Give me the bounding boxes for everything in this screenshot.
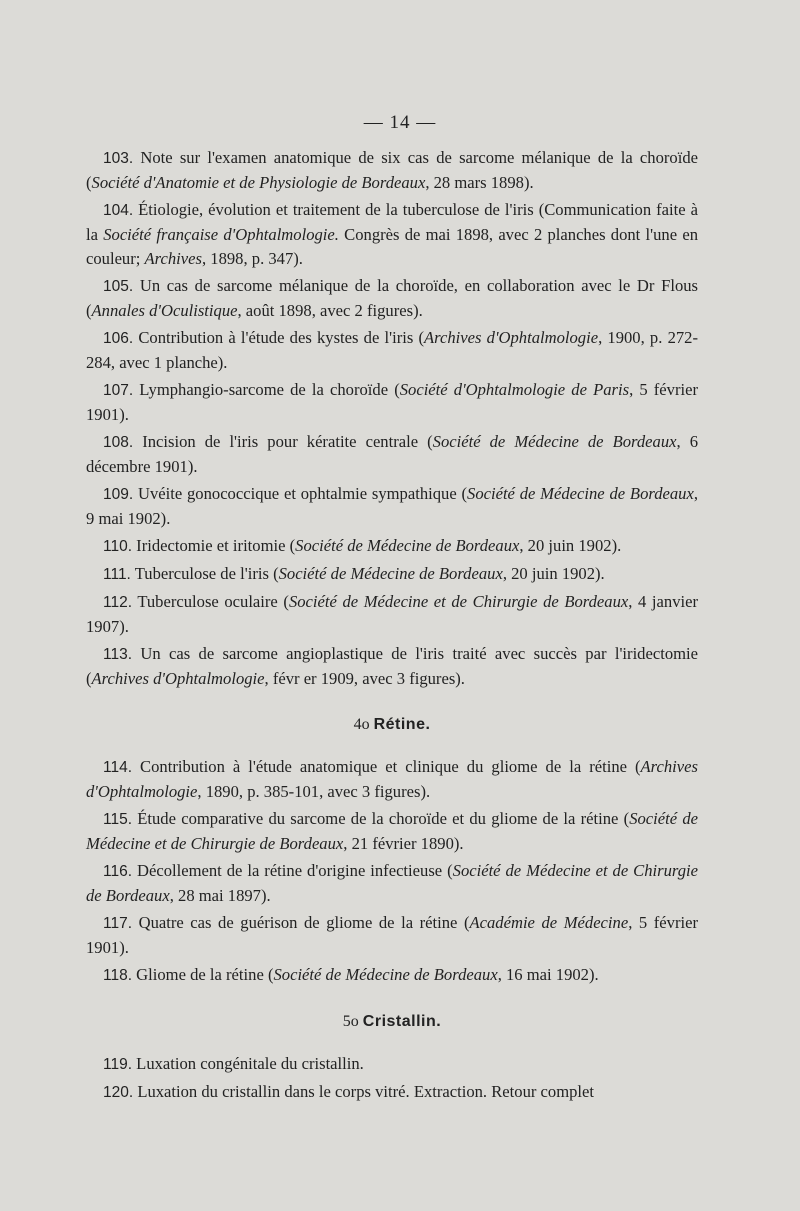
entry-text: Incision de l'iris pour kératite centrale ( — [133, 432, 433, 451]
entry-text: Luxation du cristallin dans le corps vitré. Extraction. Retour complet — [133, 1082, 594, 1101]
entry-text: , 9 mai 1902). — [86, 484, 698, 528]
entry-text: Étude comparative du sarcome de la choroïde et du gliome de la rétine ( — [132, 809, 630, 828]
entry-text: Tuberculose de l'iris ( — [130, 564, 279, 583]
entry-source: Société de Médecine et de Chirurgie de Bordeaux — [86, 809, 698, 853]
entry-text: Lymphangio-sarcome de la choroïde ( — [133, 380, 400, 399]
entry-text: , 6 décembre 1901). — [86, 432, 698, 476]
entries-group-c — [86, 1052, 698, 1105]
entry-text: Congrès de mai 1898, avec 2 planches dont l'une en couleur; — [86, 225, 698, 268]
bibliography-entry — [86, 326, 698, 375]
entries-group-a — [86, 146, 698, 691]
entry-source: Société française d'Ophtalmologie. — [103, 225, 339, 244]
entry-source: Société de Médecine de Bordeaux — [295, 536, 520, 555]
entries-group-b — [86, 755, 698, 988]
entry-text: , 16 mai 1902). — [497, 965, 599, 984]
entry-source: Archives d'Ophtalmologie — [424, 328, 599, 347]
page-number: — 14 — — [363, 112, 437, 133]
entry-number: 109. — [103, 486, 134, 503]
entry-number: 115. — [103, 811, 133, 828]
entry-number: 117. — [103, 915, 133, 932]
entry-number: 103. — [103, 150, 134, 167]
entry-text: Tuberculose oculaire ( — [132, 592, 289, 611]
entry-number: 106. — [103, 330, 134, 347]
entry-number: 116. — [103, 863, 133, 880]
entry-source: Société de Médecine de Bordeaux — [467, 484, 694, 503]
entry-text: , 5 février 1901). — [86, 913, 698, 957]
entry-source: Académie de Médecine — [469, 913, 629, 932]
section-number: 5o — [342, 1013, 359, 1030]
entry-text: Quatre cas de guérison de gliome de la rétine ( — [132, 913, 470, 932]
entry-number: 119. — [103, 1056, 133, 1073]
entry-number: 112. — [103, 594, 133, 611]
bibliography-entry — [86, 1052, 698, 1077]
entry-text: Contribution à l'étude anatomique et clinique du gliome de la rétine ( — [132, 757, 641, 776]
entry-source: Société d'Anatomie et de Physiologie de Bordeaux — [91, 173, 426, 192]
entry-text: , 1900, p. 272-284, avec 1 planche). — [86, 328, 698, 372]
entry-number: 107. — [103, 382, 134, 399]
bibliography-entry — [86, 378, 698, 427]
entry-text: Iridectomie et iritomie ( — [132, 536, 296, 555]
entry-text: , 21 février 1890). — [343, 834, 464, 853]
bibliography-entry — [86, 1080, 698, 1105]
entry-text: Décollement de la rétine d'origine infectieuse ( — [132, 861, 453, 880]
bibliography-entry — [86, 755, 698, 804]
entry-number: 105. — [103, 278, 134, 295]
entry-text: Gliome de la rétine ( — [132, 965, 274, 984]
entry-source: Société de Médecine de Bordeaux — [273, 965, 498, 984]
entry-number: 110. — [103, 538, 133, 555]
entry-number: 108. — [103, 434, 134, 451]
entry-text: , 28 mai 1897). — [169, 886, 271, 905]
entry-number: 114. — [103, 759, 133, 776]
entry-number: 118. — [103, 967, 133, 984]
entry-text: Uvéite gonococcique et ophtalmie sympathique ( — [133, 484, 468, 503]
section-title: Cristallin. — [362, 1013, 442, 1030]
entry-number: 113. — [103, 646, 133, 663]
bibliography-entry — [86, 963, 698, 988]
entry-text: Luxation congénitale du cristallin. — [132, 1054, 364, 1073]
section-number: 4o — [353, 716, 370, 733]
entry-text: , févr er 1909, avec 3 figures). — [264, 669, 465, 688]
bibliography-entry — [86, 482, 698, 531]
bibliography-entry — [86, 274, 698, 323]
entry-text: , 28 mars 1898). — [425, 173, 534, 192]
entry-number: 111. — [103, 566, 131, 583]
entry-text: , 1890, p. 385-101, avec 3 figures). — [197, 782, 431, 801]
bibliography-entry — [86, 590, 698, 639]
entry-text: Un cas de sarcome mélanique de la choroïde, en collaboration avec le Dr Flous ( — [86, 276, 698, 320]
entry-number: 104. — [103, 202, 134, 219]
entry-text: Note sur l'examen anatomique de six cas de sarcome mélanique de la choroïde ( — [86, 148, 698, 192]
entry-text: , 1898, p. 347). — [201, 249, 303, 268]
section-title: Rétine. — [373, 716, 431, 733]
entry-text: , août 1898, avec 2 figures). — [237, 301, 423, 320]
bibliography-entry — [86, 146, 698, 195]
entry-text: Étiologie, évolution et traitement de la tuberculose de l'iris (Communication faite à la — [86, 200, 698, 244]
bibliography-entry — [86, 807, 698, 856]
entry-text: Contribution à l'étude des kystes de l'iris ( — [133, 328, 425, 347]
bibliography-entry — [86, 430, 698, 479]
bibliography-entry — [86, 198, 698, 271]
entry-source: Annales d'Oculistique — [91, 301, 238, 320]
entry-source: Société d'Ophtalmologie de Paris — [399, 380, 630, 399]
entry-text: , 4 janvier 1907). — [86, 592, 698, 636]
entry-source: Archives d'Ophtalmologie — [86, 757, 698, 801]
bibliography-entry — [86, 911, 698, 960]
entry-text: , 5 février 1901). — [86, 380, 698, 424]
entry-source: Archives — [144, 249, 202, 268]
entry-source: Société de Médecine de Bordeaux — [432, 432, 677, 451]
entry-source: Archives d'Ophtalmologie — [91, 669, 265, 688]
entry-text: , 20 juin 1902). — [519, 536, 622, 555]
entry-source: Société de Médecine de Bordeaux — [278, 564, 503, 583]
bibliography-entry — [86, 534, 698, 559]
section-heading-cristallin — [86, 1010, 698, 1034]
entry-text: Un cas de sarcome angioplastique de l'iris traité avec succès par l'iridectomie ( — [86, 644, 698, 688]
entry-text: , 20 juin 1902). — [502, 564, 605, 583]
bibliography-entry — [86, 642, 698, 691]
entry-source: Société de Médecine et de Chirurgie de Bordeaux — [86, 861, 698, 905]
bibliography-entry — [86, 562, 698, 587]
bibliography-list — [86, 146, 698, 1108]
section-heading-retine — [86, 713, 698, 737]
entry-number: 120. — [103, 1084, 134, 1101]
entry-source: Société de Médecine et de Chirurgie de Bordeaux — [288, 592, 629, 611]
bibliography-entry — [86, 859, 698, 908]
